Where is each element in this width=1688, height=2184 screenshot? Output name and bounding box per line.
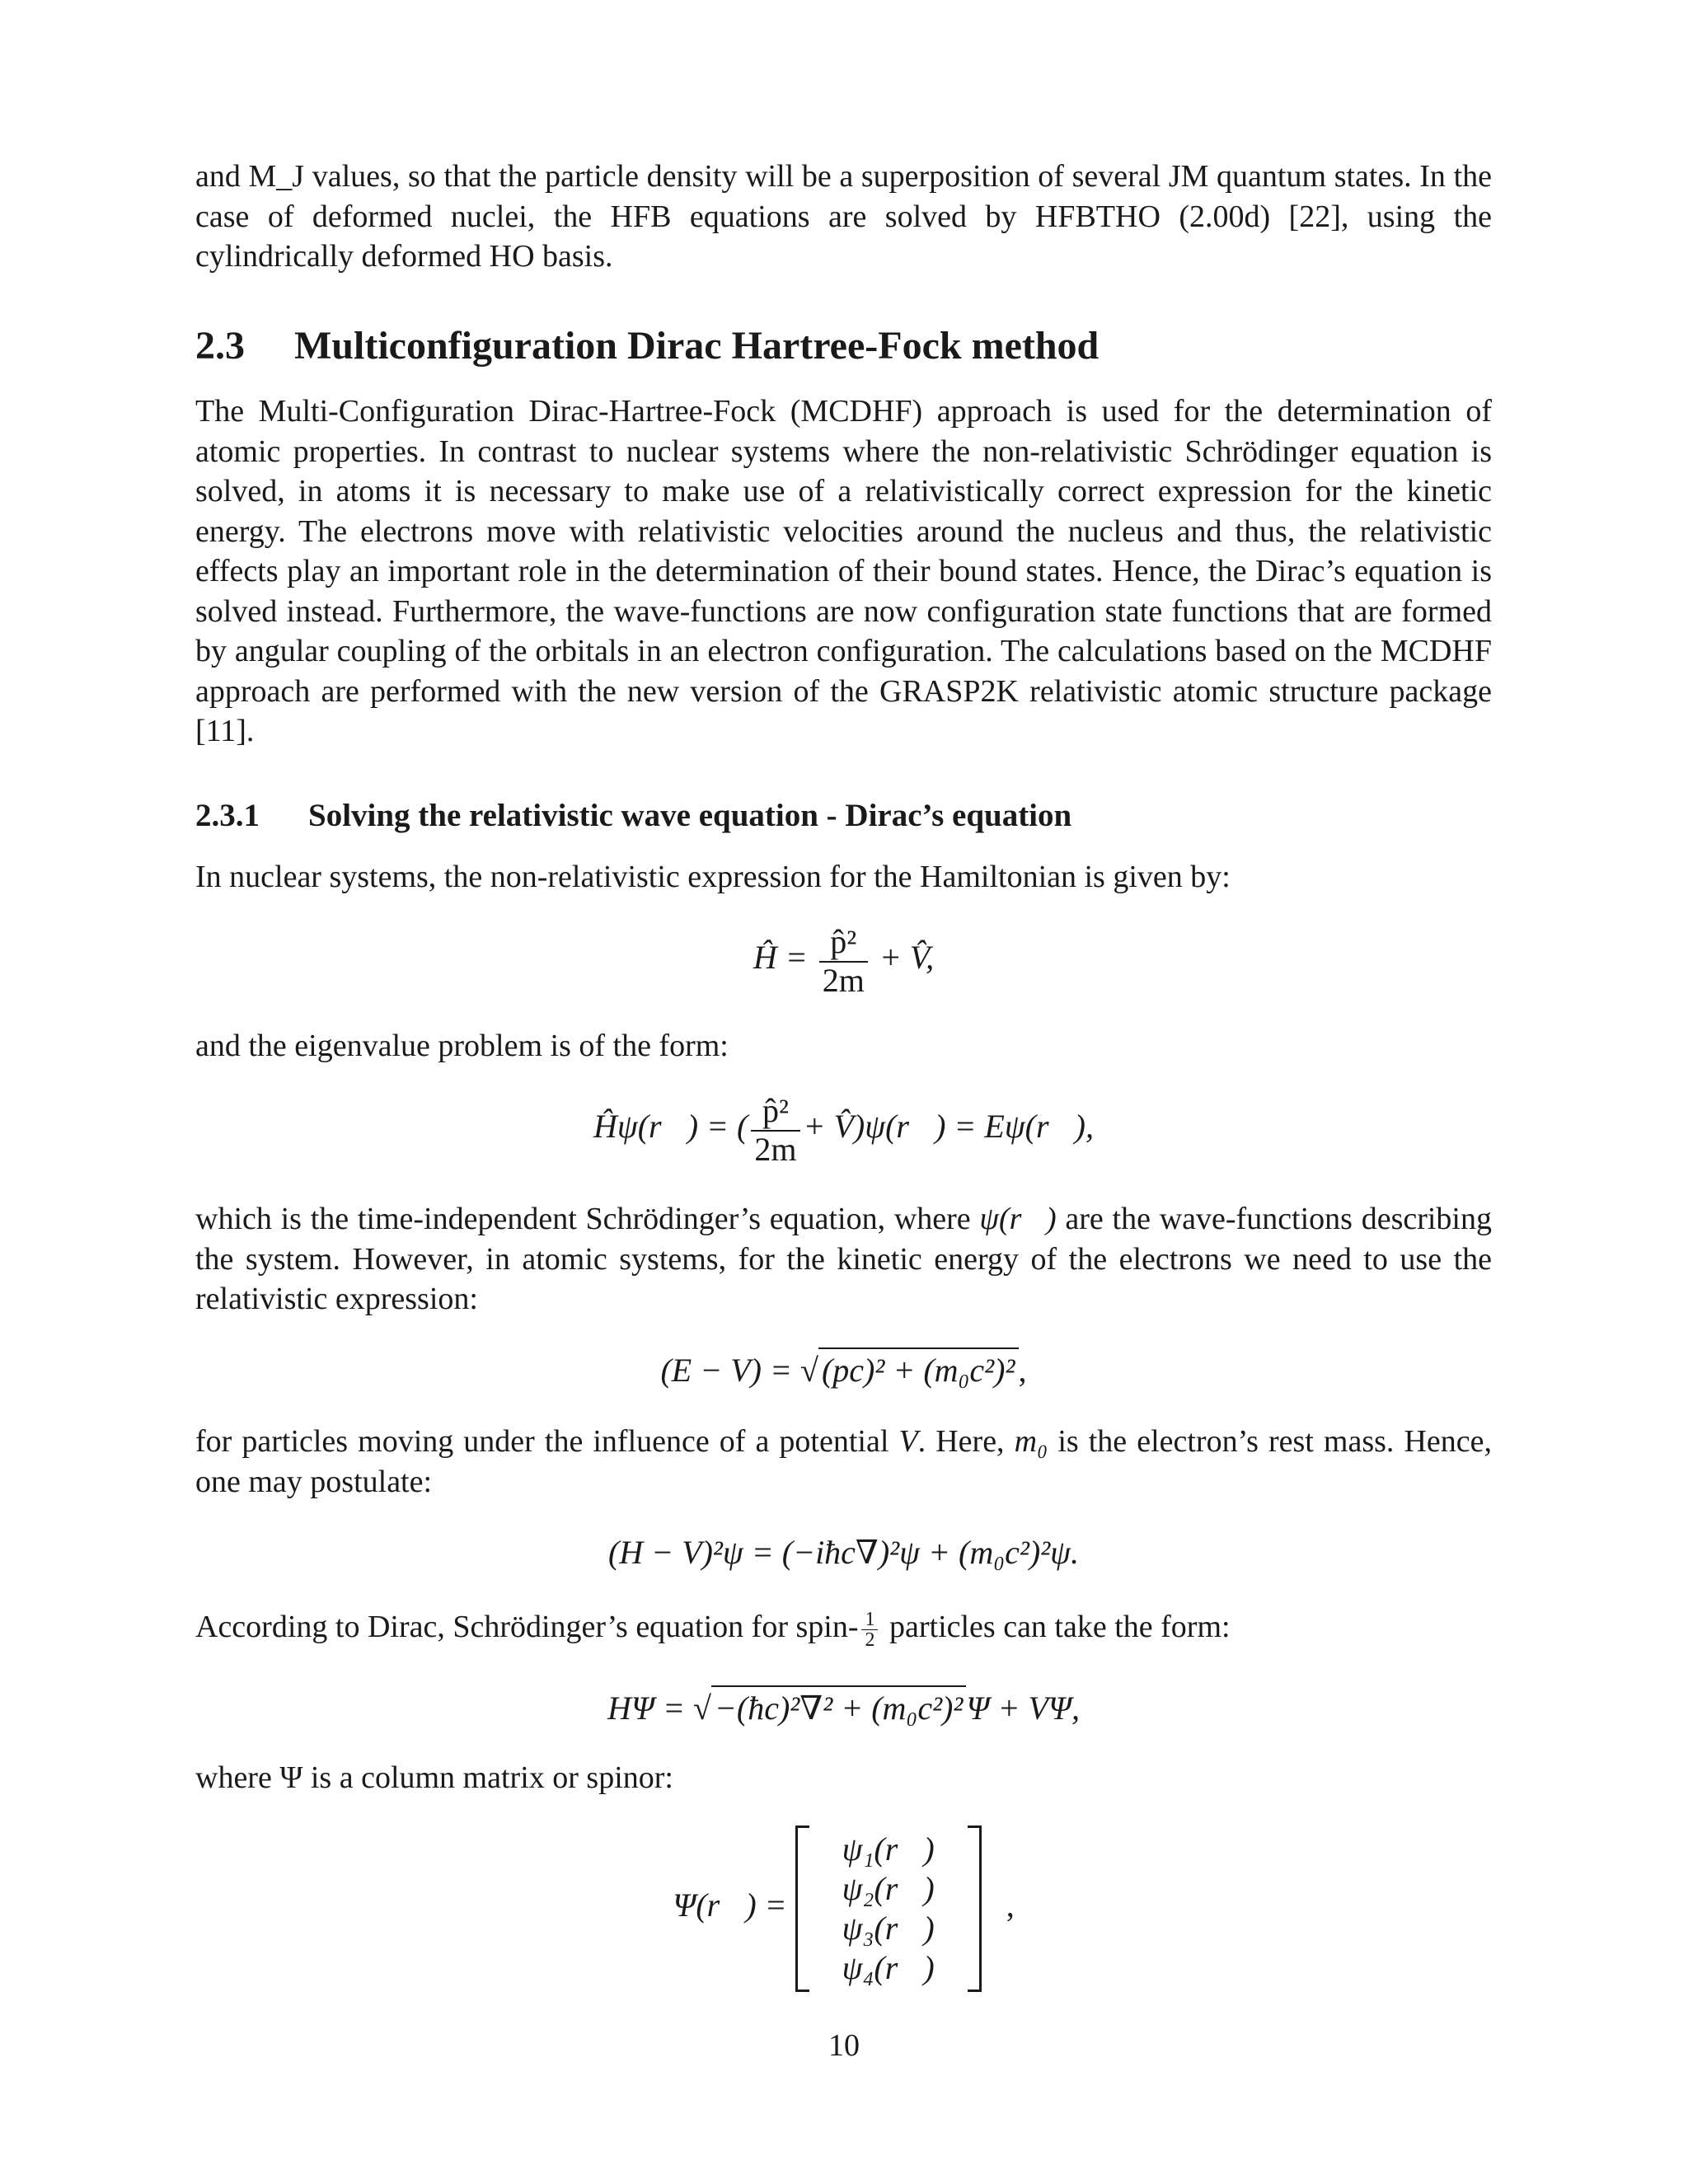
matrix-rows (809, 1830, 968, 1988)
inline-V: V (898, 1424, 918, 1459)
intro-paragraph (195, 157, 1492, 277)
subsection-title: Solving the relativistic wave equation - Dirac’s equation (308, 798, 1072, 833)
p4-part-a: for particles moving under the influence of a potential (195, 1424, 899, 1459)
p4-part-b: . Here, (917, 1424, 1015, 1459)
half-denominator: 2 (865, 1629, 875, 1651)
p3-part-a: which is the time-independent Schrödinger’s equation, where (195, 1202, 980, 1236)
eq1-fraction (819, 923, 868, 999)
eq1-denominator: 2m (822, 962, 865, 999)
eq3-end: , (1018, 1352, 1027, 1389)
paragraph-hamiltonian: In nuclear systems, the non-relativistic expression for the Hamiltonian is given by: (195, 860, 1231, 894)
sqrt-symbol: √ (pc)² + (m₀c²)² (800, 1347, 1019, 1390)
subsection-number: 2.3.1 (195, 798, 260, 833)
eq2-numerator: p̂² (751, 1092, 799, 1132)
p4-part-c: is the electron’s rest mass. Hence, one may postulate: (195, 1424, 1493, 1499)
eq1-lhs: Ĥ = (753, 939, 808, 977)
matrix-row: ψ₃(r⃗) (842, 1910, 935, 1947)
section-paragraph: The Multi-Configuration Dirac-Hartree-Fock (MCDHF) approach is used for the determination of atomic properties. In contrast to nuclear systems where the non-relativistic Schrödinger equation is solved, in atoms it is necessary to make use of a relativistically correct expression for the kinetic energy. The electrons move with relativistic velocities around the nucleus and thus, the relativistic effects play an important role in the determination of their bound states. Hence, the Dirac’s equation is solved instead. Furthermore, the wave-functions are now configuration state functions that are formed by angular coupling of the orbitals in an electron configuration. The calculations based on the MCDHF approach are performed with the new version of the GRASP2K relativistic atomic structure package [11]. (195, 394, 1492, 748)
equation-spinor (195, 1825, 1492, 1992)
eq5-rhs: Ψ + VΨ, (966, 1690, 1081, 1727)
matrix-right-bracket (968, 1825, 982, 1992)
paragraph-time-independent (195, 1199, 1492, 1319)
section-heading (195, 323, 1099, 368)
eq3-lhs: (E − V) = (660, 1352, 800, 1389)
eq2-rhs: + V̂)ψ(r⃗) = Eψ(r⃗), (803, 1108, 1094, 1146)
inline-psi: ψ(r⃗) (979, 1202, 1057, 1236)
matrix-row: ψ₂(r⃗) (842, 1870, 935, 1907)
matrix-row: ψ₁(r⃗) (842, 1830, 935, 1868)
matrix-left-bracket (795, 1825, 809, 1992)
inline-m0: m₀ (1014, 1424, 1048, 1459)
paragraph-eigenvalue: and the eigenvalue problem is of the form: (195, 1029, 729, 1063)
equation-dirac (195, 1685, 1492, 1727)
eq1-numerator: p̂² (819, 923, 868, 963)
eq5-lhs: HΨ = (607, 1690, 693, 1727)
p3-part-b: are the wave-functions describing the system. However, in atomic systems, for the kinetic energy of the electrons we need to use the relativistic expression: (195, 1202, 1492, 1316)
half-numerator: 1 (861, 1610, 878, 1630)
subsection-heading (195, 797, 1071, 834)
eq2-denominator: 2m (754, 1131, 797, 1168)
eq6-lhs: Ψ(r⃗) = (673, 1886, 787, 1924)
p5-part-a: According to Dirac, Schrödinger’s equation for spin- (195, 1610, 859, 1644)
eq2-fraction (751, 1092, 799, 1168)
paragraph-dirac-form (195, 1607, 1492, 1650)
p5-part-b: particles can take the form: (881, 1610, 1231, 1644)
paragraph-spinor: where Ψ is a column matrix or spinor: (195, 1760, 673, 1795)
intro-line1: and M_J values, so that the particle density will be a superposition of several JM quantum (195, 159, 1327, 194)
equation-postulate (195, 1533, 1492, 1572)
paragraph-potential (195, 1422, 1492, 1502)
sqrt-symbol-2: √ −(ħc)²∇² + (m₀c²)² (693, 1685, 966, 1727)
intro-rest: states. In the case of deformed nuclei, the HFB equations are solved by HFBTHO (2.00d) [22], using the cylindrically deformed HO basis. (195, 159, 1492, 274)
page-number: 10 (828, 2028, 860, 2063)
eq1-rhs: + V̂, (879, 939, 935, 977)
one-half-fraction (861, 1610, 878, 1650)
spinor-matrix (795, 1825, 982, 1992)
eq4-text: (H − V)²ψ = (−iħc∇)²ψ + (m₀c²)²ψ. (607, 1534, 1080, 1571)
eq3-radicand: (pc)² + (m₀c²)² (821, 1352, 1015, 1389)
matrix-row: ψ₄(r⃗) (842, 1949, 935, 1986)
eq6-end: , (1006, 1886, 1015, 1924)
section-number: 2.3 (195, 324, 245, 368)
eq5-radicand: −(ħc)²∇² + (m₀c²)² (714, 1690, 964, 1727)
equation-hamiltonian (195, 923, 1492, 999)
equation-relativistic-energy (195, 1347, 1492, 1390)
section-title: Multiconfiguration Dirac Hartree-Fock method (294, 324, 1100, 368)
eq2-lhs: Ĥψ(r⃗) = ( (593, 1108, 748, 1146)
equation-schrodinger (195, 1092, 1492, 1168)
